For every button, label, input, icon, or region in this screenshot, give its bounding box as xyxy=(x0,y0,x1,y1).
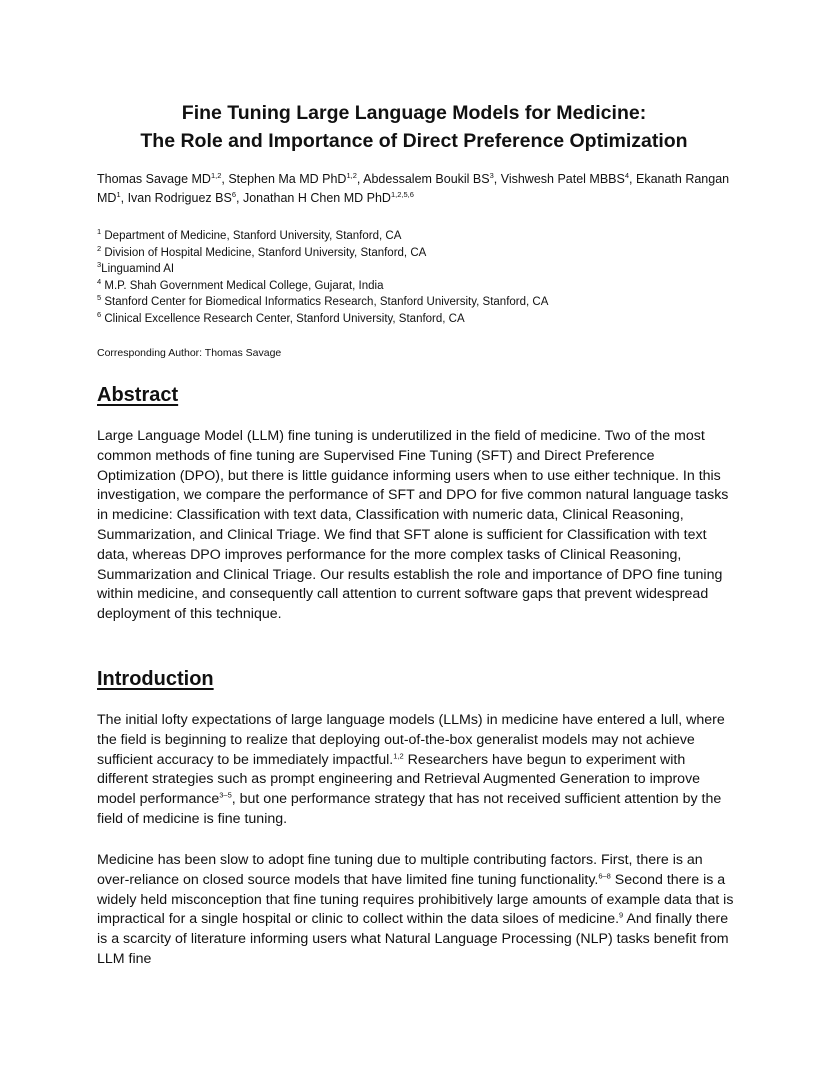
author-affiliation-ref: 1,2 xyxy=(346,170,357,180)
affiliation-item xyxy=(97,245,747,262)
author-affiliation-ref: 1 xyxy=(116,189,121,199)
affiliation-item xyxy=(97,311,747,328)
introduction-heading: Introduction xyxy=(97,668,214,690)
affiliation-item xyxy=(97,261,747,278)
affiliation-text: Stanford Center for Biomedical Informatics Research, Stanford University, Stanford, CA xyxy=(101,296,549,309)
citation-ref: 1,2 xyxy=(393,750,404,760)
affiliation-number: 3 xyxy=(97,260,102,270)
author-name: Thomas Savage MD xyxy=(97,172,211,186)
affiliation-number: 2 xyxy=(97,243,102,253)
affiliation-number: 4 xyxy=(97,276,102,286)
title-line-2: The Role and Importance of Direct Preference Optimization xyxy=(140,130,688,152)
citation-ref: 9 xyxy=(619,910,624,920)
author-name: Stephen Ma MD PhD xyxy=(228,172,347,186)
paragraph-text: Second there is a widely held misconception that fine tuning requires prohibitively large amounts of example data that is impractical for a single hospital or clinic to collect within the data siloes of medicine. xyxy=(97,871,734,928)
paragraph-text: The initial lofty expectations of large language models (LLMs) in medicine have entered a lull, where the field is beginning to realize that deploying out-of-the-box generalist models may not achieve sufficient accuracy to be immediately impactful. xyxy=(97,712,725,768)
affiliation-number: 5 xyxy=(97,293,102,303)
introduction-paragraph-2 xyxy=(97,851,735,970)
affiliation-text: Division of Hospital Medicine, Stanford University, Stanford, CA xyxy=(101,246,427,259)
paragraph-text: Researchers have begun to experiment with different strategies such as prompt engineering and Retrieval Augmented Generation to improve model performance xyxy=(97,751,701,808)
affiliation-text: M.P. Shah Government Medical College, Gujarat, India xyxy=(101,279,384,292)
author-separator: , xyxy=(629,172,636,186)
author-separator: , xyxy=(356,172,364,186)
author-separator: , xyxy=(221,172,229,186)
author xyxy=(363,172,501,186)
author-affiliation-ref: 4 xyxy=(624,170,630,180)
paper-title xyxy=(60,99,768,155)
author-list xyxy=(97,170,747,208)
citation-ref: 6–8 xyxy=(598,871,611,881)
author-name: Vishwesh Patel MBBS xyxy=(500,172,625,186)
author xyxy=(243,191,414,205)
author-separator: , xyxy=(493,172,501,186)
author xyxy=(501,172,636,186)
author-name: Abdessalem Boukil BS xyxy=(363,172,490,186)
author-name: Ekanath Rangan MD xyxy=(97,172,730,205)
affiliation-text: Clinical Excellence Research Center, Stanford University, Stanford, CA xyxy=(101,312,465,325)
corresponding-author: Corresponding Author: Thomas Savage xyxy=(97,347,282,359)
affiliation-number: 6 xyxy=(97,310,102,320)
author-separator: , xyxy=(235,191,243,205)
author xyxy=(97,172,228,186)
affiliation-item xyxy=(97,278,747,295)
author xyxy=(228,172,363,186)
affiliation-item xyxy=(97,294,747,311)
author-name: Ivan Rodriguez BS xyxy=(127,191,232,205)
title-line-1: Fine Tuning Large Language Models for Medicine: xyxy=(181,102,647,124)
introduction-paragraph-1 xyxy=(97,711,735,830)
citation-ref: 3–5 xyxy=(219,790,232,800)
affiliation-text: Linguamind AI xyxy=(101,263,175,276)
author xyxy=(128,191,243,205)
paragraph-text: , but one performance strategy that has not received sufficient attention by the field of medicine is fine tuning. xyxy=(97,791,722,827)
author-name: Jonathan H Chen MD PhD xyxy=(242,191,391,205)
abstract-paragraph: Large Language Model (LLM) fine tuning is underutilized in the field of medicine. Two of the most common methods of fine tuning are Supervised Fine Tuning (SFT) and Direct Preference Optimization (DPO), but there is little guidance informing users when to use either technique. In this investigation, we compare the performance of SFT and DPO for five common natural language tasks in medicine: Classification with text data, Classification with numeric data, Clinical Reasoning, Summarization, and Clinical Triage. We find that SFT alone is sufficient for Classification with text data, whereas DPO improves performance for the more complex tasks of Clinical Reasoning, Summarization and Clinical Triage. Our results establish the role and importance of DPO fine tuning within medicine, and consequently call attention to current software gaps that prevent widespread deployment of this technique. xyxy=(97,428,729,623)
author-affiliation-ref: 1,2 xyxy=(210,170,222,180)
abstract-heading: Abstract xyxy=(97,384,179,406)
affiliation-number: 1 xyxy=(97,227,102,237)
affiliation-item xyxy=(97,228,747,245)
affiliation-list xyxy=(97,228,747,328)
author-affiliation-ref: 6 xyxy=(231,189,236,199)
paragraph-text: Medicine has been slow to adopt fine tuning due to multiple contributing factors. First, there is an over-reliance on closed source models that have limited fine tuning functionality. xyxy=(97,852,703,888)
author-affiliation-ref: 3 xyxy=(489,170,494,180)
author-separator: , xyxy=(120,191,128,205)
author-affiliation-ref: 1,2,5,6 xyxy=(390,189,414,199)
affiliation-text: Department of Medicine, Stanford University, Stanford, CA xyxy=(101,230,402,242)
paragraph-text: And finally there is a scarcity of literature informing users what Natural Language Processing (NLP) tasks benefit from LLM fine xyxy=(97,911,729,967)
